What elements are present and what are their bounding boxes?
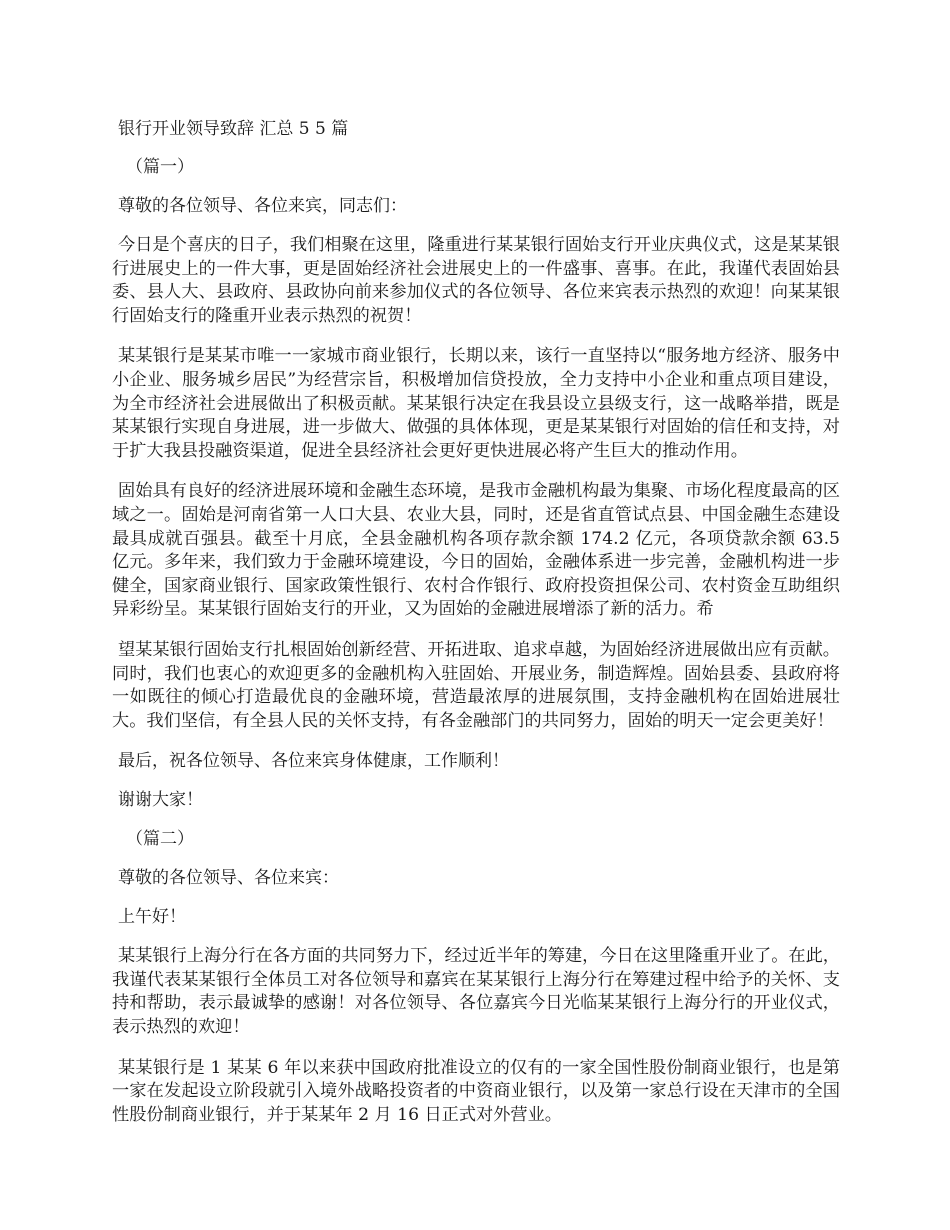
paragraph: 望某某银行固始支行扎根固始创新经营、开拓进取、追求卓越，为固始经济进展做出应有贡献。同时，我们也衷心的欢迎更多的金融机构入驻固始、开展业务，制造辉煌。固始县委、县政府将一如既往的倾心打造最优良的金融环境，营造最浓厚的进展氛围，支持金融机构在固始进展壮大。我们坚信，有全县人民的关怀支持，有各金融部门的共同努力，固始的明天一定会更美好！ [112, 639, 840, 731]
text-line: 上午好！ [118, 907, 186, 928]
text-line: 最后，祝各位领导、各位来宾身体健康，工作顺利！ [118, 751, 509, 772]
document-body [112, 118, 840, 1144]
text-line: 谢谢大家！ [118, 790, 203, 811]
section-label: （篇一） [126, 157, 194, 177]
text-line: 尊敬的各位领导、各位来宾： [118, 868, 339, 889]
text-line: 尊敬的各位领导、各位来宾，同志们： [118, 196, 407, 216]
document-content [112, 156, 840, 1127]
paragraph: 今日是个喜庆的日子，我们相聚在这里，隆重进行某某银行固始支行开业庆典仪式，这是某某银行进展史上的一件大事，更是固始经济社会进展史上的一件盛事、喜事。在此，我谨代表固始县委、县人大、县政府、县政协向前来参加仪式的各位领导、各位来宾表示热烈的欢迎！向某某银行固始支行的隆重开业表示热烈的祝贺！ [112, 235, 840, 326]
document-title: 银行开业领导致辞 汇总 5 5 篇 [118, 119, 349, 139]
paragraph: 某某银行是 1 某某 6 年以来获中国政府批准设立的仅有的一家全国性股份制商业银行，也是第一家在发起设立阶段就引入境外战略投资者的中资商业银行，以及第一家总行设在天津市的全国性股份制商业银行，并于某某年 2 月 16 日正式对外营业。 [112, 1057, 840, 1125]
section-label: （篇二） [126, 829, 194, 850]
paragraph: 固始具有良好的经济进展环境和金融生态环境，是我市金融机构最为集聚、市场化程度最高的区域之一。固始是河南省第一人口大县、农业大县，同时，还是省直管试点县、中国金融生态建设最具成就百强县。截至十月底，全县金融机构各项存款余额 174.2 亿元，各项贷款余额 63.5 亿元。多年来，我们致力于金融环境建设，今日的固始，金融体系进一步完善，金融机构进一步健全，国家商业银行、国家政策性银行、农村合作银行、政府投资担保公司、农村资金互助组织异彩纷呈。某某银行固始支行的开业，又为固始的金融进展增添了新的活力。希 [112, 481, 840, 620]
paragraph: 某某银行上海分行在各方面的共同努力下，经过近半年的筹建，今日在这里隆重开业了。在此，我谨代表某某银行全体员工对各位领导和嘉宾在某某银行上海分行在筹建过程中给予的关怀、支持和帮助，表示最诚挚的感谢！对各位领导、各位嘉宾今日光临某某银行上海分行的开业仪式，表示热烈的欢迎！ [112, 946, 840, 1038]
paragraph: 某某银行是某某市唯一一家城市商业银行，长期以来，该行一直坚持以“服务地方经济、服务中小企业、服务城乡居民”为经营宗旨，积极增加信贷投放，全力支持中小企业和重点项目建设，为全市经济社会进展做出了积极贡献。某某银行决定在我县设立县级支行，这一战略举措，既是某某银行实现自身进展，进一步做大、做强的具体体现，更是某某银行对固始的信任和支持，对于扩大我县投融资渠道，促进全县经济社会更好更快进展必将产生巨大的推动作用。 [112, 346, 840, 461]
